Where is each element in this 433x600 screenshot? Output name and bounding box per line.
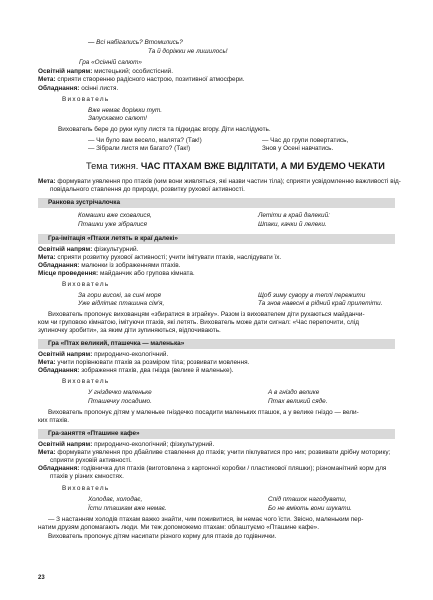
paragraph-line: зупиночку зробити», за яким діти зупиняються, відпочивають. [38,327,221,334]
speaker-label: Вихователь [62,281,110,288]
field-row: Освітній напрям: природничо-екологічний. [38,351,169,358]
poem-line: Вже немає доріжки тут. [88,107,163,114]
field-row: Освітній напрям: природничо-екологічний; фізкультурний. [38,441,215,448]
paragraph-line: Вихователь пропонує дітям насипати різного корму для птахів до годівнички. [48,533,277,540]
dialog-line: — Всі набігались? Втомились? [88,39,183,46]
dialog-line: Та й доріжки не лишилось! [148,48,228,55]
paragraph-line: Вихователь пропонує дітям у маленьке гніздечко посадити маленьких пташок, а у велике гніздо — вели- [48,409,359,416]
equipment-row: Обладнання: годівничка для птахів (виготовлена з картонної коробки / пластикової пляшки); різноманітний корм для [38,465,387,472]
goal-row: Мета: учити порівнювати птахів за розміром тіла; розвивати мовлення. [38,359,250,366]
field-row: Освітній напрям: мистецький; особистісний. [38,68,173,75]
topic-goal-cont: повідального ставлення до природи, розвитку рухової активності. [50,186,245,193]
section-title: Гра-імітація «Птахи летять в краї далекі» [48,235,178,242]
poem-line: Спід пташок нагодувати, [268,496,347,503]
poem-line: Бо не вміють вони шукати. [268,505,352,512]
page-number: 23 [38,575,45,581]
poem-line: Комашки вже сховалися, [78,212,152,219]
equipment-row: Обладнання: малюнки із зображеннями птахів. [38,262,181,269]
topic-goal: Мета: формувати уявлення про птахів (ким вони живляться, які назви частин тіла); сприяти усвідомленню важливості від- [38,178,401,185]
poem-line: Їсти пташкам вже немає. [88,505,167,512]
paragraph-line: натим друзям допомагають люди. Ми теж допоможемо птахам: облаштуємо «Пташине кафе». [38,524,320,531]
field-row: Освітній напрям: фізкультурний. [38,246,139,253]
poem-line: Уже відлітає пташина сім'я, [78,300,165,307]
poem-line: Пташечку посадимо. [88,398,152,405]
equipment-row-cont: птахів у різних ємностях. [50,473,124,480]
dialog-line: Знов у Осені навчатись. [262,145,334,152]
dialog-line: — Зібрали листя ми багато? (Так!) [88,145,191,152]
speaker-label: Вихователь [62,96,110,103]
game-title: Гра «Осінній салют» [79,59,142,66]
poem-line: Птах великий сяде. [268,398,328,405]
poem-line: Запускаємо салют! [88,115,147,122]
paragraph-line: ком чи груповою кімнатою, імітуючи птахів, які летять. Вихователь може дати сигнал: «Час перепочити, слід [38,319,359,326]
poem-line: Холодає, холодає, [88,496,143,503]
narration: Вихователь бере до руки купу листя та підкидає вгору. Діти наслідують. [58,126,271,133]
poem-line: Шпаки, качки й лелеки. [258,221,327,228]
dialog-line: — Чи було вам весело, малята? (Так!) [88,137,202,144]
speaker-label: Вихователь [62,485,110,492]
goal-row: Мета: сприяти розвитку рухової активності; учити імітувати птахів, наслідувати їх. [38,254,282,261]
equipment-row: Обладнання: зображення птахів, два гнізда (велике й маленьке). [38,367,234,374]
poem-line: У гніздечко маленьке [88,389,152,396]
paragraph-line: — З настанням холодів птахам важко знайти, чим поживитися, ім немає чого їсти. Звісно, маленьким пер- [48,516,364,523]
goal-row-cont: сприяти руховій активності. [50,457,132,464]
dialog-line: — Час до групи повертатись, [262,137,349,144]
section-title: Гра-заняття «Пташине кафе» [48,430,140,437]
equipment-row: Обладнання: осінні листя. [38,85,119,92]
goal-row: Мета: формувати уявлення про дбайливе ставлення до птахів; учити піклуватися про них; розвивати дрібну моторику; [38,449,391,456]
goal-row: Мета: сприяти створенню радісного настрою, позитивної атмосфери. [38,76,245,83]
poem-line: Пташки уже зібралися [78,221,147,228]
place-row: Місце проведення: майданчик або групова кімната. [38,270,195,277]
poem-line: Щоб зиму сувору в теплі пережити [258,292,366,299]
speaker-label: Вихователь [62,378,110,385]
topic-title: Тема тижня. ЧАС ПТАХАМ ВЖЕ ВІДЛІТАТИ, А МИ БУДЕМО ЧЕКАТИ [86,161,385,171]
section-title: Гра «Птах великий, пташечка — маленька» [48,340,185,347]
section-title: Ранкова зустрічалочка [48,199,121,206]
poem-line: За гори високі, за сині моря [78,292,161,299]
poem-line: А в гніздо велике [268,389,320,396]
poem-line: Летіти в край далекий: [258,212,330,219]
poem-line: Та знов навесні в рідний край прилетіти. [258,300,383,307]
paragraph-line: Вихователь пропонує вихованцям «збиратися в зграйку». Разом із вихователем діти рухаються майданчи- [48,311,365,318]
paragraph-line: ких птахів. [38,417,69,424]
